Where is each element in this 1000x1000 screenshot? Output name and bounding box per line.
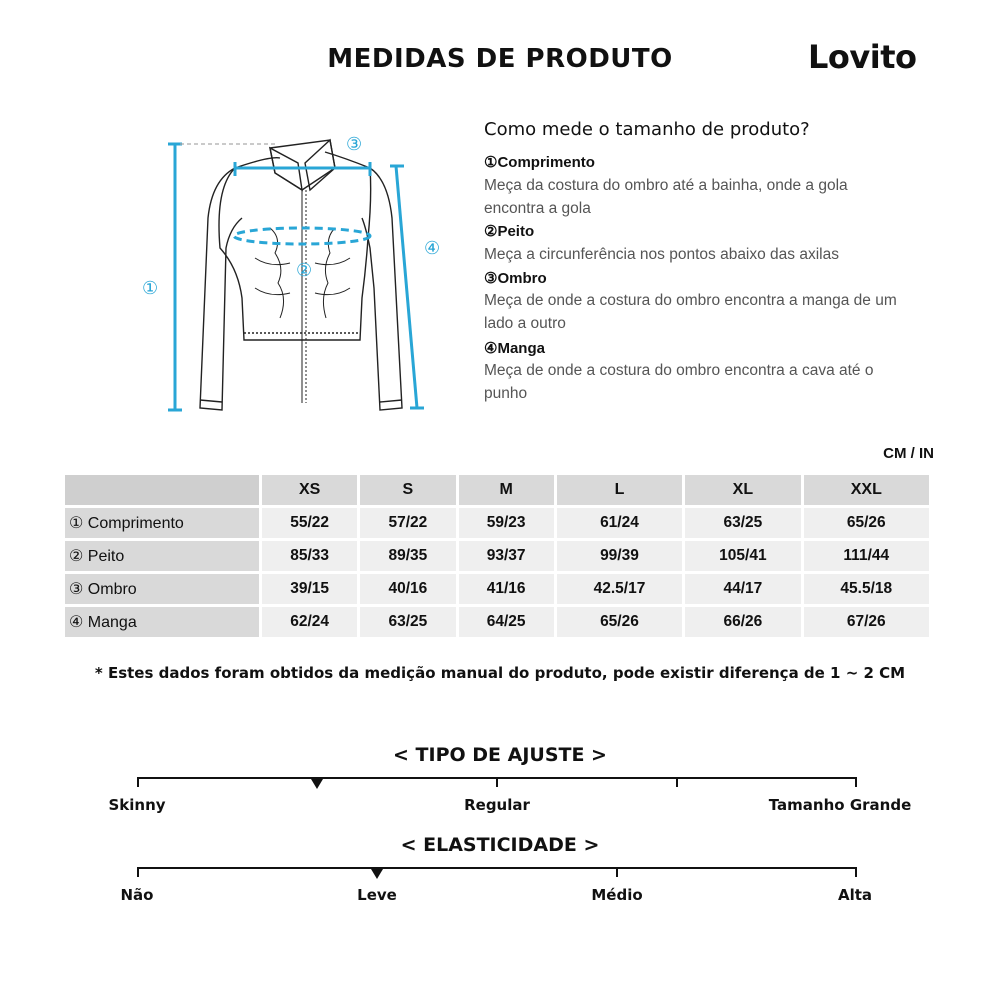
- brand-logo: Lovito: [808, 38, 917, 76]
- elasticity-indicator-icon: [371, 869, 383, 879]
- size-header: XXL: [804, 475, 929, 505]
- row-label: ④ Manga: [65, 607, 259, 637]
- elasticity-label-medium: Médio: [591, 886, 643, 904]
- table-cell: 45.5/18: [804, 574, 929, 604]
- marker-chest: ②: [296, 260, 313, 281]
- fit-scale: [137, 777, 857, 789]
- fit-label-skinny: Skinny: [108, 796, 166, 814]
- marker-length: ①: [142, 278, 159, 299]
- sleeve-line: [396, 166, 417, 408]
- size-header: M: [459, 475, 554, 505]
- table-cell: 64/25: [459, 607, 554, 637]
- size-header: XS: [262, 475, 357, 505]
- table-cell: 63/25: [360, 607, 455, 637]
- table-cell: 57/22: [360, 508, 455, 538]
- table-row: [65, 541, 929, 571]
- table-cell: 105/41: [685, 541, 800, 571]
- measure-heading-shoulder: ③Ombro: [484, 270, 547, 287]
- marker-sleeve: ④: [424, 238, 441, 259]
- elasticity-label-high: Alta: [837, 886, 873, 904]
- table-cell: 111/44: [804, 541, 929, 571]
- marker-shoulder: ③: [346, 134, 363, 155]
- size-header: L: [557, 475, 682, 505]
- table-cell: 62/24: [262, 607, 357, 637]
- table-header-row: [65, 475, 929, 505]
- table-cell: 66/26: [685, 607, 800, 637]
- table-cell: 65/26: [804, 508, 929, 538]
- body-outline: [219, 152, 371, 340]
- size-table: [62, 472, 932, 640]
- elasticity-label-light: Leve: [357, 886, 397, 904]
- table-cell: 55/22: [262, 508, 357, 538]
- table-cell: 39/15: [262, 574, 357, 604]
- howto-title: Como mede o tamanho de produto?: [484, 119, 810, 140]
- collar-shape: [270, 140, 335, 190]
- row-label: ③ Ombro: [65, 574, 259, 604]
- table-cell: 85/33: [262, 541, 357, 571]
- table-row: [65, 574, 929, 604]
- table-cell: 67/26: [804, 607, 929, 637]
- page-title: MEDIDAS DE PRODUTO: [327, 44, 673, 74]
- elasticity-title: < ELASTICIDADE >: [400, 834, 600, 856]
- measure-heading-chest: ②Peito: [484, 223, 535, 240]
- fit-title: < TIPO DE AJUSTE >: [393, 744, 607, 766]
- table-cell: 41/16: [459, 574, 554, 604]
- table-cell: 59/23: [459, 508, 554, 538]
- table-row: [65, 607, 929, 637]
- left-sleeve: [200, 168, 242, 410]
- measure-heading-sleeve: ④Manga: [484, 340, 545, 357]
- size-header: S: [360, 475, 455, 505]
- table-corner: [65, 475, 259, 505]
- disclaimer-note: * Estes dados foram obtidos da medição manual do produto, pode existir diferença de 1 ~ 2 CM: [94, 664, 906, 682]
- fit-label-large: Tamanho Grande: [768, 796, 912, 814]
- table-row: [65, 508, 929, 538]
- table-cell: 65/26: [557, 607, 682, 637]
- table-cell: 42.5/17: [557, 574, 682, 604]
- elasticity-scale: [137, 867, 857, 879]
- elasticity-label-none: Não: [120, 886, 154, 904]
- table-cell: 44/17: [685, 574, 800, 604]
- fit-indicator-icon: [311, 779, 323, 789]
- measure-desc-sleeve: Meça de onde a costura do ombro encontra a cava até o punho: [484, 362, 874, 402]
- table-cell: 99/39: [557, 541, 682, 571]
- unit-label: CM / IN: [883, 445, 934, 462]
- measure-desc-chest: Meça a circunferência nos pontos abaixo das axilas: [484, 246, 839, 263]
- row-label: ② Peito: [65, 541, 259, 571]
- measure-heading-length: ①Comprimento: [484, 154, 595, 171]
- row-label: ① Comprimento: [65, 508, 259, 538]
- table-cell: 93/37: [459, 541, 554, 571]
- fit-label-regular: Regular: [464, 796, 530, 814]
- size-header: XL: [685, 475, 800, 505]
- garment-diagram: [130, 128, 460, 423]
- table-cell: 63/25: [685, 508, 800, 538]
- right-sleeve: [362, 168, 402, 410]
- table-cell: 40/16: [360, 574, 455, 604]
- measure-desc-shoulder: Meça de onde a costura do ombro encontra a manga de um lado a outro: [484, 292, 897, 332]
- measure-desc-length: Meça da costura do ombro até a bainha, onde a gola encontra a gola: [484, 177, 848, 217]
- table-cell: 89/35: [360, 541, 455, 571]
- table-cell: 61/24: [557, 508, 682, 538]
